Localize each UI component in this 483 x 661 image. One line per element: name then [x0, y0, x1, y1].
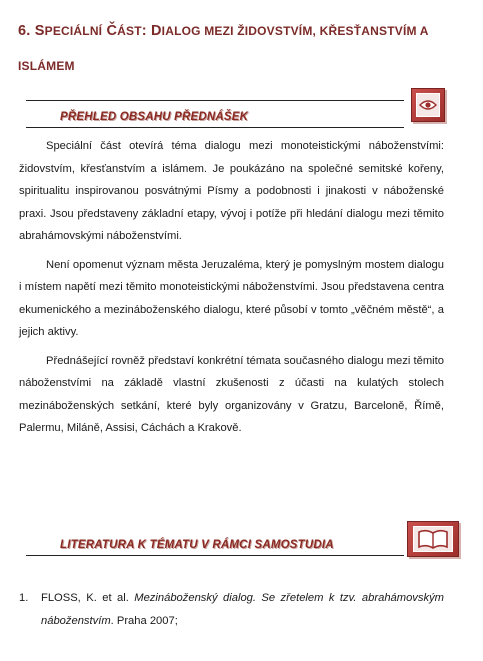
book-icon-inner: [413, 526, 453, 552]
chapter-title-part: IALOG MEZI ŽIDOVSTVÍM, KŘESŤANSTVÍM A ISLÁMEM: [18, 24, 429, 73]
chapter-title-part: PECIÁLNÍ: [44, 24, 103, 38]
reference-rest: . Praha 2007;: [110, 614, 178, 627]
chapter-title-part: ÁST: [117, 24, 142, 38]
heading-rule: [26, 100, 404, 101]
chapter-title-cap: D: [151, 23, 162, 39]
reference-author: FLOSS, K. et al.: [41, 592, 129, 604]
reference-list: [19, 587, 444, 632]
book-icon: [407, 521, 459, 557]
chapter-title-cap: Č: [106, 23, 118, 39]
eye-icon-svg: [419, 99, 437, 111]
paragraph: Přednášející rovněž představí konkrétní témata současného dialogu mezi těmito náboženstvími na základě vlastní zkušenosti z účasti na kulatých stolech mezináboženských setkání, které byly organizovány v Gratzu, Barceloně, Římě, Palermu, Miláně, Assisi, Cáchách a Krakově.: [19, 354, 444, 434]
literature-heading-label: LITERATURA K TÉMATU V RÁMCI SAMOSTUDIA: [60, 539, 334, 551]
paragraph: Speciální část otevírá téma dialogu mezi monoteistickými náboženstvími: židovstvím, křesťanstvím a islámem. Je poukázáno na společné semitské kořeny, spiritualitu inspirovanou posvátnými Písmy a podobnosti i jinakosti v náboženské praxi. Jsou představeny základní etapy, vývoj i potíže při hledání dialogu mezi těmito abrahámovskými náboženstvími.: [19, 140, 444, 242]
chapter-title: 6. SPECIÁLNÍ ČÁST: DIALOG MEZI ŽIDOVSTVÍM, KŘESŤANSTVÍM A ISLÁMEM: [18, 23, 429, 73]
list-item: [19, 587, 444, 632]
literature-section-heading: [26, 531, 404, 556]
chapter-number: 6.: [18, 23, 31, 39]
reference-title: Mezináboženský dialog. Se zřetelem k tzv. abrahámovským náboženstvím: [41, 592, 444, 627]
paragraph: Není opomenut význam města Jeruzaléma, který je pomyslným mostem dialogu i místem napětí mezi těmito monoteistickými náboženstvími. Jsou představena centra ekumenického a mezináboženského dialogu, které působí v tomto „věčném městě“, a jejich aktivy.: [19, 258, 444, 338]
eye-icon-inner: [416, 93, 440, 117]
overview-heading-label: PŘEHLED OBSAHU PŘEDNÁŠEK: [60, 111, 249, 123]
reference-number: 1.: [19, 592, 29, 604]
eye-icon: [411, 88, 445, 122]
overview-section-heading: [26, 100, 404, 128]
chapter-title-cap: S: [34, 23, 45, 39]
book-icon-svg: [417, 529, 449, 549]
overview-body: [19, 135, 444, 446]
reference-text: [41, 587, 444, 632]
